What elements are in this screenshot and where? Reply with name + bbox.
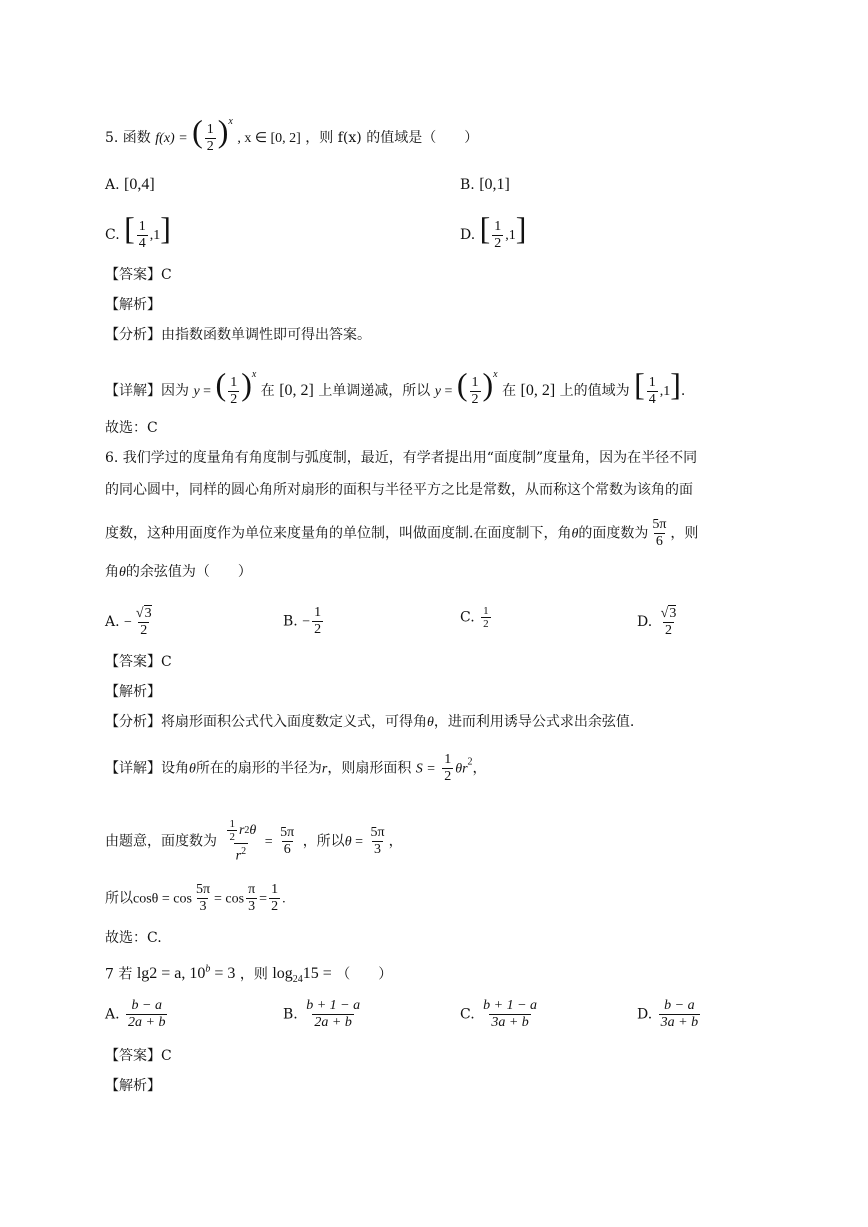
bracket-left: [ (479, 210, 491, 246)
bracket-right: ] (160, 210, 171, 246)
option-frac: $\frac{1}{2}$ (314, 605, 322, 637)
q5-answer: 【答案】C (105, 267, 172, 283)
q6-para-line3 (105, 517, 698, 550)
option-key: B. (460, 177, 475, 193)
q7-option-a[interactable] (105, 998, 169, 1031)
q5-stem-suffix: ，则 f(x) 的值域是（ ） (305, 130, 479, 146)
text: 的余弦值为（ ） (125, 564, 252, 580)
q5-domain: , x ∈ [0, 2] (237, 131, 301, 146)
option-key: B. (283, 613, 298, 630)
option-frac: $\frac{b - a}{3a + b}$ (660, 998, 699, 1030)
option-frac: $\frac{b + 1 - a}{3a + b}$ (483, 998, 538, 1030)
option-key: D. (637, 1006, 653, 1023)
q7-option-b[interactable] (283, 998, 364, 1031)
frac-5pi3: $\frac{5\pi}{3}$ (195, 882, 211, 914)
theta: θ (189, 761, 196, 777)
q7-analysis-label: 【解析】 (105, 1078, 161, 1094)
text: ，则扇形面积 (327, 760, 412, 777)
text: 由题意，面度数为 (105, 833, 217, 850)
s-eq: S = (415, 761, 436, 777)
q5-option-d[interactable] (460, 212, 526, 252)
q7-stem (105, 960, 392, 991)
q7-option-d[interactable] (637, 998, 702, 1031)
math: = 3 (214, 965, 236, 983)
detail-mid2: 上单调递减，所以 (318, 383, 431, 399)
option-key: D. (460, 227, 476, 243)
exp: x (251, 369, 257, 380)
paren-left: ( (456, 366, 468, 402)
exp: b (205, 964, 211, 975)
text: 7 若 (105, 966, 133, 983)
theta: θ (344, 834, 352, 850)
bracket-left: [ (634, 366, 645, 402)
text: 【分析】将扇形面积公式代入面度数定义式，可得角 (105, 714, 427, 730)
theta: θ (249, 822, 257, 838)
option-text: [0,1] (479, 176, 510, 193)
q7-option-c[interactable] (460, 998, 541, 1031)
theta: θ (427, 715, 434, 730)
text: ，所以 (302, 833, 345, 850)
text: ，进而利用诱导公式求出余弦值. (433, 714, 635, 730)
detail-frac: $\frac{1}{2}$ (230, 374, 238, 407)
bracket-left: [ (124, 210, 135, 246)
option-frac: $\frac{1}{4}$ (138, 218, 146, 251)
option-text: [0,4] (124, 176, 155, 193)
text: 所在的扇形的半径为 (195, 760, 322, 777)
text: 角 (105, 564, 119, 580)
q5-stem (105, 112, 478, 155)
paren-right: ) (217, 113, 229, 149)
q5-exp: x (228, 116, 233, 127)
text: 所以 (105, 890, 133, 907)
option-frac: $\frac{1}{2}$ (494, 218, 502, 251)
text: 【详解】设角 (105, 760, 189, 777)
q5-stem-prefix: 5. 函数 (105, 130, 151, 146)
theta: θ (119, 565, 126, 580)
r: r (321, 761, 328, 777)
math: lg2 = a, 10 (136, 965, 206, 983)
q5-detail: 【详解】因为 y = ( $\frac{1}{2}$ )$^x$ 在 [0, 2] 上单调递减，所以 y = ( $\frac{1}{2}$ )$^x$ 在 [0, 2] 上的值域为 [ $\frac{1}{4}$ ,1]. (105, 366, 686, 407)
r: r (462, 761, 468, 777)
cos: cosθ = cos (133, 891, 192, 907)
q5-option-b[interactable] (460, 175, 510, 195)
cos: = cos (214, 891, 245, 907)
q5-option-c[interactable] (105, 212, 171, 252)
q6-cos: 所以cosθ = cos $\frac{5\pi}{3}$ = cos $\frac{\pi}{3}$ = $\frac{1}{2}$ . (105, 882, 286, 914)
range-frac: $\frac{1}{4}$ (648, 374, 656, 407)
detail-mid4: 上的值域为 (559, 383, 630, 399)
detail-mid1: 在 (260, 383, 275, 399)
q6-para-line2: 的同心圆中，同样的圆心角所对扇形的面积与半径平方之比是常数，从而称这个常数为该角的面 (105, 482, 693, 498)
r: r (235, 848, 242, 864)
frac-5pi3: $\frac{5\pi}{3}$ (370, 824, 385, 857)
detail-end: . (680, 383, 686, 399)
option-key: D. (637, 614, 653, 630)
theta: θ (571, 526, 579, 542)
theta: θ (455, 761, 463, 777)
option-sign: − (124, 615, 132, 630)
option-key: A. (105, 614, 120, 630)
detail-frac-2: $\frac{1}{2}$ (471, 374, 479, 407)
sq: 2 (244, 824, 250, 836)
detail-interval: [0, 2] (279, 382, 314, 399)
area-ratio-frac (223, 818, 258, 865)
q6-detail (105, 752, 487, 785)
option-frac: $\frac{b - a}{2a + b}$ (128, 998, 166, 1030)
text: ，则 (239, 966, 268, 983)
eq: = (259, 891, 268, 907)
q6-para-line4 (105, 562, 252, 583)
detail-interval: [0, 2] (520, 382, 556, 399)
q6-option-c[interactable] (460, 605, 493, 630)
exp: x (493, 369, 498, 380)
paren-left: ( (192, 113, 203, 149)
q6-option-d[interactable] (637, 605, 680, 639)
paren-left: ( (215, 366, 227, 402)
q5-analysis-label: 【解析】 (105, 297, 161, 313)
r: r (238, 822, 245, 838)
q6-option-a[interactable] (105, 605, 156, 639)
paren-right: ) (241, 366, 252, 402)
q6-fenxi (105, 712, 634, 733)
option-key: B. (283, 1006, 298, 1023)
option-key: C. (460, 1006, 475, 1023)
log: log (272, 965, 293, 983)
option-tail: ,1 (505, 228, 516, 243)
q5-option-a[interactable] (105, 175, 155, 195)
option-key: A. (105, 177, 120, 193)
q5-func: f(x) = (155, 131, 188, 146)
frac-pi3: $\frac{\pi}{3}$ (248, 882, 256, 914)
detail-mid3: 在 (502, 383, 517, 399)
bracket-right: ] (515, 210, 527, 246)
frac-half: $\frac{1}{2}$ (271, 882, 279, 914)
text: 的面度数为 (578, 525, 649, 542)
q6-guxuan: 故选：C. (105, 930, 162, 946)
log-base: 24 (292, 974, 303, 986)
text: ，则 (670, 525, 699, 542)
text: 度数，这种用面度作为单位来度量角的单位制，叫做面度制.在面度制下，角 (105, 525, 572, 542)
text: ， (472, 760, 487, 777)
option-tail: ,1 (149, 228, 161, 243)
q6-para-line1: 6. 我们学过的度量角有角度制与弧度制，最近，有学者提出用“面度制”度量角，因为在半径不同 (105, 450, 698, 466)
q7-answer: 【答案】C (105, 1048, 172, 1064)
text: ， (388, 833, 403, 850)
q5-guxuan: 故选：C (105, 420, 158, 436)
frac-5pi6: $\frac{5\pi}{6}$ (280, 824, 295, 857)
option-frac: $\frac{b + 1 - a}{2a + b}$ (306, 998, 361, 1030)
detail-label: 【详解】因为 (105, 383, 189, 399)
option-key: C. (105, 227, 120, 243)
sq: 2 (467, 756, 473, 768)
q6-yiti: 由题意，面度数为 $\frac{1}{2}$ r 2 θ $r^2$ = $\frac{5\pi}{6}$ ，所以θ = $\frac{5\pi}{3}$ ， (105, 818, 403, 864)
option-key: C. (460, 609, 475, 626)
half-frac: $\frac{1}{2}$ (229, 818, 235, 843)
paren-right: ) (482, 366, 494, 402)
q6-answer: 【答案】C (105, 654, 172, 670)
bracket-right: ] (670, 366, 681, 402)
half-frac: $\frac{1}{2}$ (444, 752, 452, 784)
sq: 2 (241, 846, 247, 857)
q5-fenxi: 【分析】由指数函数单调性即可得出答案。 (105, 327, 371, 343)
option-key: A. (105, 1006, 120, 1023)
q6-option-b[interactable] (283, 605, 325, 638)
text: （ ） (336, 966, 393, 983)
log-arg: 15 = (302, 965, 332, 983)
range-tail: ,1 (659, 384, 671, 399)
option-frac: $\frac{√3}{2}$ (135, 606, 152, 638)
option-frac: $\frac{√3}{2}$ (660, 606, 677, 638)
q6-analysis-label: 【解析】 (105, 684, 161, 700)
option-sign: − (302, 614, 311, 630)
frac-5pi6: $\frac{5\pi}{6}$ (652, 517, 667, 549)
option-frac: $\frac{1}{2}$ (483, 605, 489, 630)
q5-frac: $\frac{1}{2}$ (206, 121, 214, 154)
